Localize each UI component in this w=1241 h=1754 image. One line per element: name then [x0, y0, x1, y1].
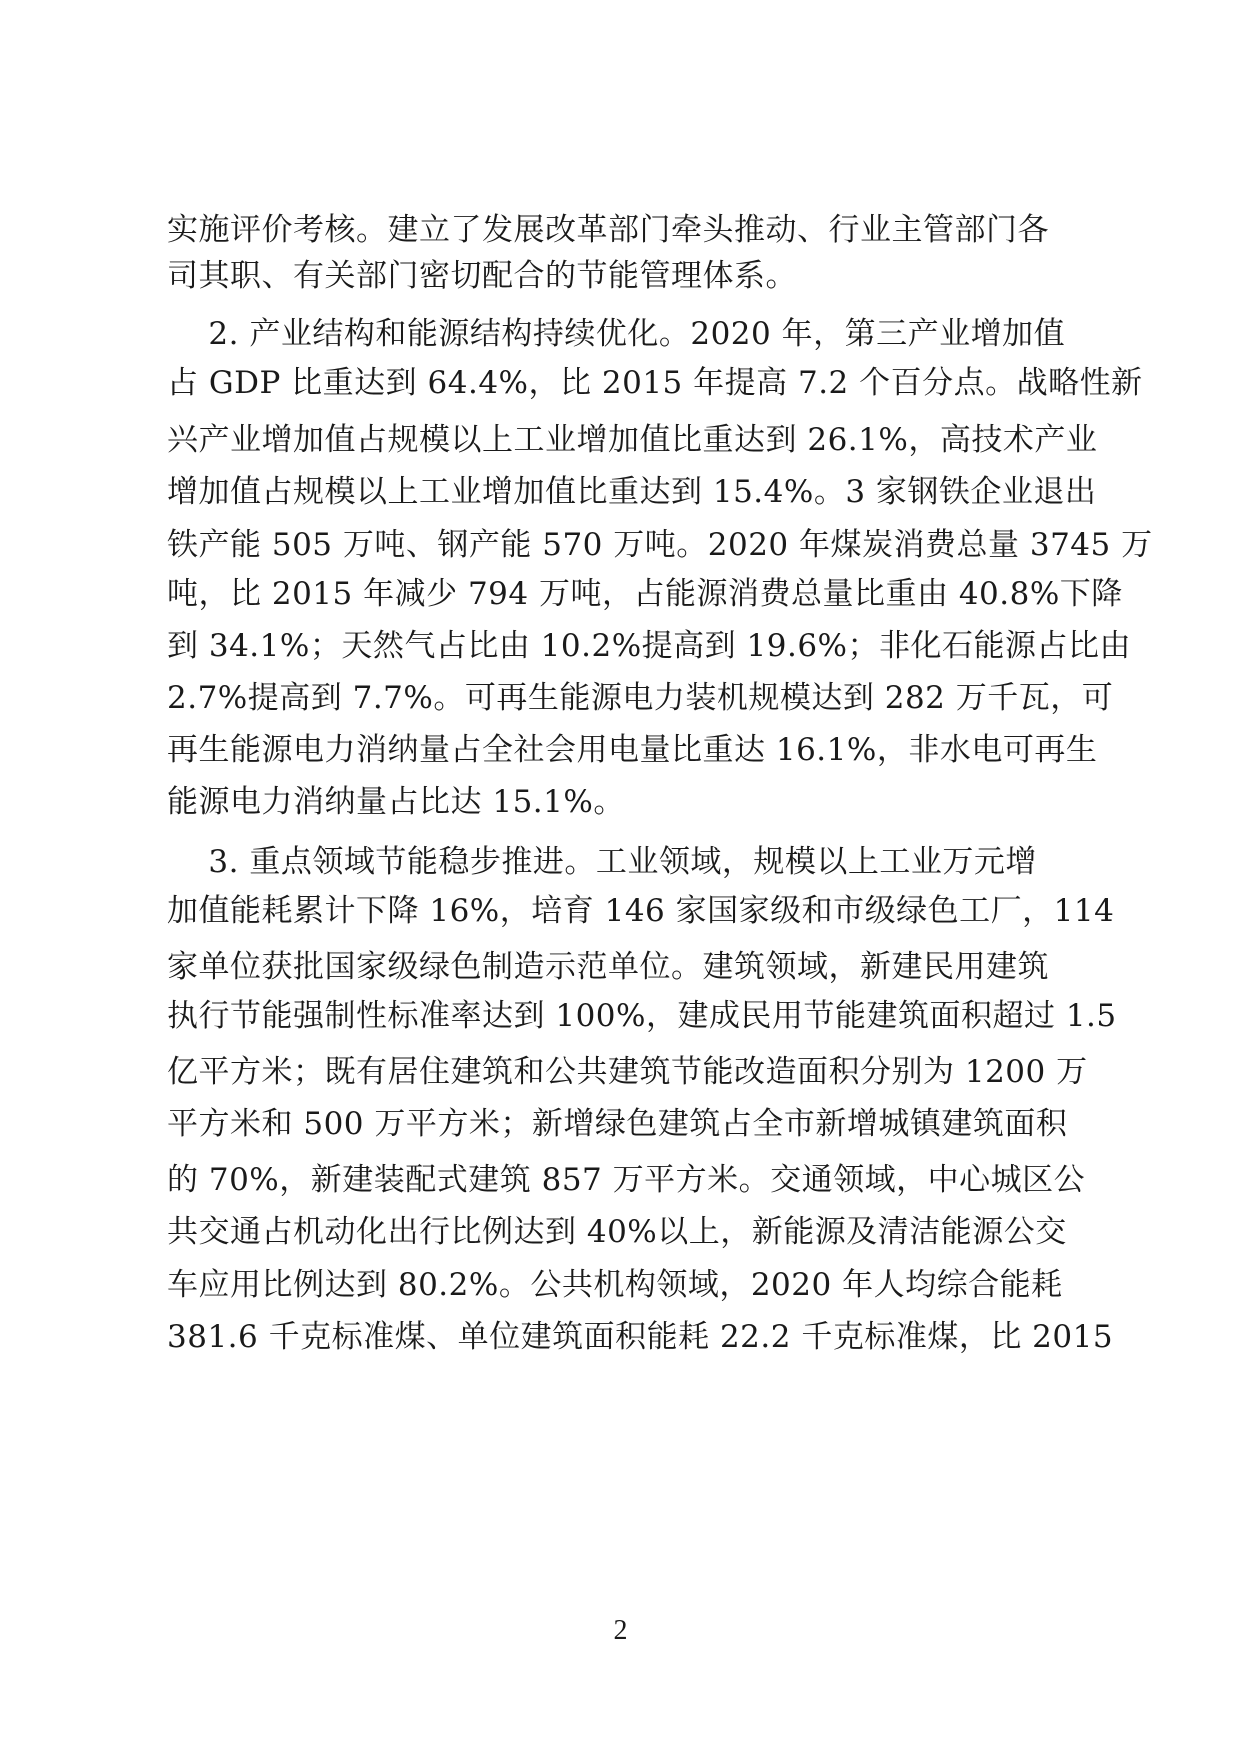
- text-line: 家单位获批国家级绿色制造示范单位。建筑领域，新建民用建筑: [167, 949, 1049, 985]
- text-line: 的 70%，新建装配式建筑 857 万平方米。交通领域，中心城区公: [167, 1162, 1086, 1198]
- text-line: 381.6 千克标准煤、单位建筑面积能耗 22.2 千克标准煤，比 2015: [167, 1319, 1114, 1355]
- text-line: 增加值占规模以上工业增加值比重达到 15.4%。3 家钢铁企业退出: [167, 474, 1097, 510]
- text-line: 铁产能 505 万吨、钢产能 570 万吨。2020 年煤炭消费总量 3745 万: [167, 527, 1153, 563]
- text-line: 加值能耗累计下降 16%，培育 146 家国家级和市级绿色工厂，114: [167, 893, 1115, 929]
- paragraph-heading-line: 3. 重点领域节能稳步推进。工业领域，规模以上工业万元增: [167, 844, 1037, 880]
- text-line: 吨，比 2015 年减少 794 万吨，占能源消费总量比重由 40.8%下降: [167, 576, 1123, 612]
- text-line: 亿平方米；既有居住建筑和公共建筑节能改造面积分别为 1200 万: [167, 1054, 1088, 1090]
- paragraph-heading-line: 2. 产业结构和能源结构持续优化。2020 年，第三产业增加值: [167, 316, 1066, 352]
- text-line: 2.7%提高到 7.7%。可再生能源电力装机规模达到 282 万千瓦，可: [167, 680, 1114, 716]
- text-line: 到 34.1%；天然气占比由 10.2%提高到 19.6%；非化石能源占比由: [167, 628, 1131, 664]
- text-line: 平方米和 500 万平方米；新增绿色建筑占全市新增城镇建筑面积: [167, 1106, 1068, 1142]
- text-line: 司其职、有关部门密切配合的节能管理体系。: [167, 258, 797, 294]
- text-line: 实施评价考核。建立了发展改革部门牵头推动、行业主管部门各: [167, 212, 1049, 248]
- text-line: 执行节能强制性标准率达到 100%，建成民用节能建筑面积超过 1.5: [167, 998, 1117, 1034]
- text-line: 兴产业增加值占规模以上工业增加值比重达到 26.1%，高技术产业: [167, 422, 1098, 458]
- page-number: 2: [613, 1615, 628, 1646]
- text-line: 车应用比例达到 80.2%。公共机构领域，2020 年人均综合能耗: [167, 1267, 1063, 1303]
- text-line: 能源电力消纳量占比达 15.1%。: [167, 784, 625, 820]
- text-line: 共交通占机动化出行比例达到 40%以上，新能源及清洁能源公交: [167, 1214, 1067, 1250]
- text-line: 再生能源电力消纳量占全社会用电量比重达 16.1%，非水电可再生: [167, 732, 1098, 768]
- text-line: 占 GDP 比重达到 64.4%，比 2015 年提高 7.2 个百分点。战略性新: [167, 365, 1143, 401]
